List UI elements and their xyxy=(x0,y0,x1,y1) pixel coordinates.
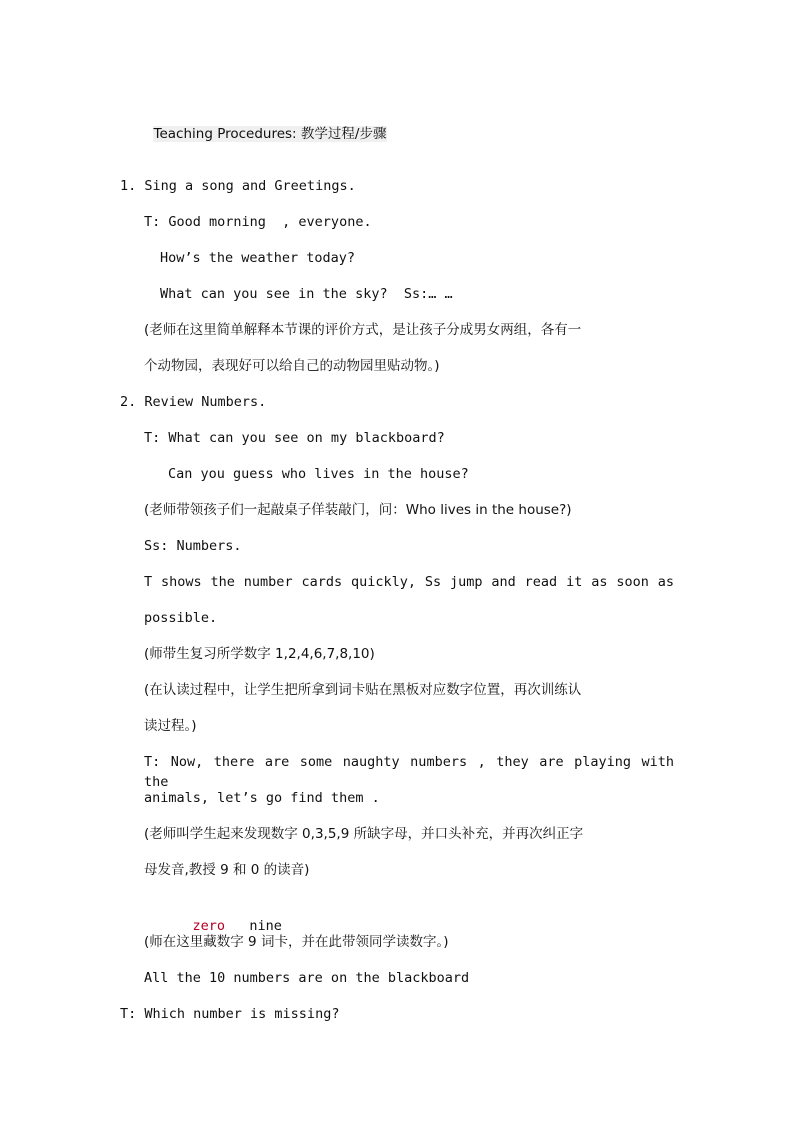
evaluation-note-line-2: 个动物园，表现好可以给自己的动物园里贴动物。) xyxy=(144,358,440,374)
knock-note: (老师带领孩子们一起敲桌子佯装敲门，问：Who lives in the house?) xyxy=(144,502,572,518)
missing-number-question: T: Which number is missing? xyxy=(120,1006,340,1022)
step-2-title: 2. Review Numbers. xyxy=(120,394,267,410)
heading-text: Teaching Procedures: 教学过程/步骤 xyxy=(153,126,387,142)
weather-question: How’s the weather today? xyxy=(160,250,356,266)
step-1-title: 1. Sing a song and Greetings. xyxy=(120,178,356,194)
sky-question: What can you see in the sky? Ss:… … xyxy=(160,286,453,302)
missing-letters-note-line-1: (老师叫学生起来发现数字 0,3,5,9 所缺字母，并口头补充，并再次纠正字 xyxy=(144,826,584,842)
number-cards-line-2: possible. xyxy=(144,610,218,626)
hide-card-note: (师在这里藏数字 9 词卡，并在此带领同学读数字。) xyxy=(144,934,449,950)
recognize-note-line-2: 读过程。) xyxy=(144,718,197,734)
word-nine: nine xyxy=(249,918,282,934)
all-numbers-line: All the 10 numbers are on the blackboard xyxy=(144,970,470,986)
missing-letters-note-line-2: 母发音,教授 9 和 0 的读音) xyxy=(144,862,310,878)
recognize-note-line-1: (在认读过程中，让学生把所拿到词卡贴在黑板对应数字位置，再次训练认 xyxy=(144,682,582,698)
ss-numbers-line: Ss: Numbers. xyxy=(144,538,242,554)
greeting-line: T: Good morning , everyone. xyxy=(144,214,372,230)
guess-question: Can you guess who lives in the house? xyxy=(168,466,469,482)
evaluation-note-line-1: (老师在这里简单解释本节课的评价方式，是让孩子分成男女两组，各有一 xyxy=(144,322,582,338)
section-heading xyxy=(120,104,387,164)
naughty-numbers-line-2: animals, let’s go find them . xyxy=(144,790,380,806)
review-note: (师带生复习所学数字 1,2,4,6,7,8,10) xyxy=(144,646,375,662)
naughty-numbers-line-1: T: Now, there are some naughty numbers , they are playing with the xyxy=(144,754,674,790)
word-zero: zero xyxy=(192,918,226,934)
blackboard-question: T: What can you see on my blackboard? xyxy=(144,430,445,446)
number-cards-line-1: T shows the number cards quickly, Ss jump and read it as soon as xyxy=(144,574,674,590)
